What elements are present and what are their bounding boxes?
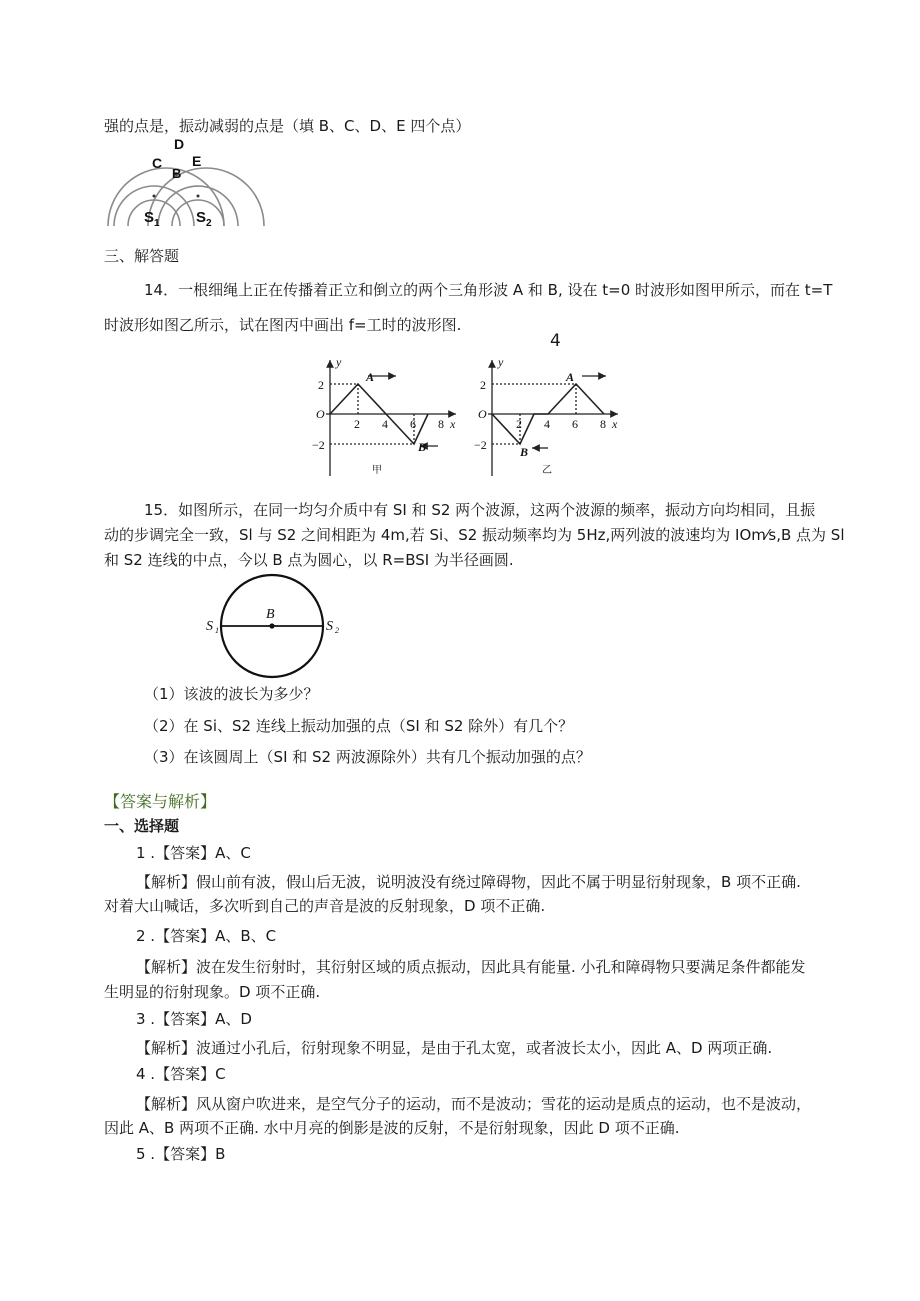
- graph-jia: [306, 354, 462, 482]
- answer-5: 5 .【答案】B: [136, 1145, 226, 1163]
- source-s2-subscript: 2: [206, 218, 212, 229]
- y-tick-2: 2: [318, 378, 324, 392]
- explanation-4-line-2: 因此 A、B 两项不正确. 水中月亮的倒影是波的反射，不是衍射现象，因此 D 项不正确.: [104, 1119, 680, 1137]
- explanation-1-line-2: 对着大山喊话，多次听到自己的声音是波的反射现象，D 项不正确.: [104, 897, 546, 915]
- point-d-label: D: [174, 136, 185, 152]
- q15-sub-question-3: （3）在该圆周上（SI 和 S2 两波源除外）共有几个振动加强的点？: [144, 748, 591, 766]
- explanation-4-line-1: 【解析】风从窗户吹进来，是空气分子的运动，而不是波动；雪花的运动是质点的运动，也不是波动，: [136, 1095, 812, 1113]
- q14-line-2: 时波形如图乙所示，试在图丙中画出 f=工时的波形图.: [104, 316, 462, 334]
- answers-header: 【答案与解析】: [104, 792, 217, 811]
- source-s2-subscript: 2: [335, 626, 339, 635]
- q15-sub-question-2: （2）在 Si、S2 连线上振动加强的点（SI 和 S2 除外）有几个？: [144, 717, 574, 735]
- source-s2-label: S: [196, 209, 207, 226]
- q14-line-1: 14．一根细绳上正在传播着正立和倒立的两个三角形波 A 和 B, 设在 t=0 时波形如图甲所示，而在 t=T: [144, 281, 833, 299]
- answers-section-1: 一、选择题: [104, 817, 180, 835]
- source-s1-label: S: [144, 209, 155, 226]
- interference-figure: [106, 136, 266, 232]
- source-s1-subscript: 1: [215, 626, 219, 635]
- explanation-3-line-1: 【解析】波通过小孔后，衍射现象不明显，是由于孔太宽，或者波长太小，因此 A、D 两项正确.: [136, 1039, 773, 1057]
- wave-a-label: A: [566, 370, 575, 384]
- x-tick-8: 8: [600, 417, 606, 431]
- explanation-2-line-1: 【解析】波在发生衍射时，其衍射区域的质点振动，因此具有能量. 小孔和障碍物只要满足条件都能发: [136, 958, 806, 976]
- x-axis-label: x: [450, 417, 456, 431]
- answer-4: 4 .【答案】C: [136, 1065, 226, 1083]
- x-tick-8: 8: [438, 417, 444, 431]
- graph-caption-yi: 乙: [542, 465, 552, 476]
- q15-line-3: 和 S2 连线的中点，今以 B 点为圆心，以 R=BSI 为半径画圆.: [104, 551, 514, 569]
- y-tick-2: 2: [480, 378, 486, 392]
- q13-tail-text: 强的点是，振动减弱的点是（填 B、C、D、E 四个点）: [104, 117, 471, 135]
- x-tick-2: 2: [516, 417, 522, 431]
- answer-1: 1 .【答案】A、C: [136, 844, 251, 862]
- graph-yi: [468, 354, 624, 482]
- y-axis-label: y: [498, 355, 504, 369]
- q15-sub-question-1: （1）该波的波长为多少？: [144, 685, 319, 703]
- section-title-3: 三、解答题: [104, 247, 180, 265]
- wave-a-label: A: [366, 370, 375, 384]
- origin-label: O: [478, 407, 487, 421]
- answer-3: 3 .【答案】A、D: [136, 1010, 252, 1028]
- source-s2-label: S: [326, 619, 333, 634]
- time-fraction-denominator: 4: [550, 331, 561, 351]
- source-s1-label: S: [206, 619, 213, 634]
- x-tick-2: 2: [354, 417, 360, 431]
- explanation-1-line-1: 【解析】假山前有波，假山后无波，说明波没有绕过障碍物，因此不属于明显衍射现象，B 项不正确.: [136, 873, 801, 891]
- explanation-2-line-2: 生明显的衍射现象。D 项不正确.: [104, 983, 321, 1001]
- source-s1-subscript: 1: [154, 218, 160, 229]
- center-b-label: B: [266, 607, 275, 622]
- x-tick-4: 4: [544, 417, 550, 431]
- y-axis-label: y: [336, 355, 342, 369]
- graph-caption-jia: 甲: [372, 465, 382, 476]
- point-b-label: B: [172, 166, 182, 181]
- wave-b-label: B: [418, 440, 427, 454]
- x-axis-label: x: [612, 417, 618, 431]
- circle-figure: [200, 570, 350, 682]
- answer-2: 2 .【答案】A、B、C: [136, 927, 277, 945]
- x-tick-6: 6: [572, 417, 578, 431]
- y-tick-minus-2: −2: [312, 438, 325, 452]
- y-tick-minus-2: −2: [474, 438, 487, 452]
- q15-line-2: 动的步调完全一致，Sl 与 S2 之间相距为 4m,若 Si、S2 振动频率均为 5Hz,两列波的波速均为 IOm⁄s,B 点为 Sl: [104, 526, 845, 544]
- point-e-label: E: [192, 153, 202, 169]
- q15-line-1: 15．如图所示，在同一均匀介质中有 SI 和 S2 两个波源，这两个波源的频率，振动方向均相同，且振: [144, 501, 816, 519]
- wave-b-label: B: [520, 445, 529, 459]
- point-c-label: C: [152, 155, 163, 171]
- x-tick-6: 6: [410, 417, 416, 431]
- origin-label: O: [316, 407, 325, 421]
- x-tick-4: 4: [382, 417, 388, 431]
